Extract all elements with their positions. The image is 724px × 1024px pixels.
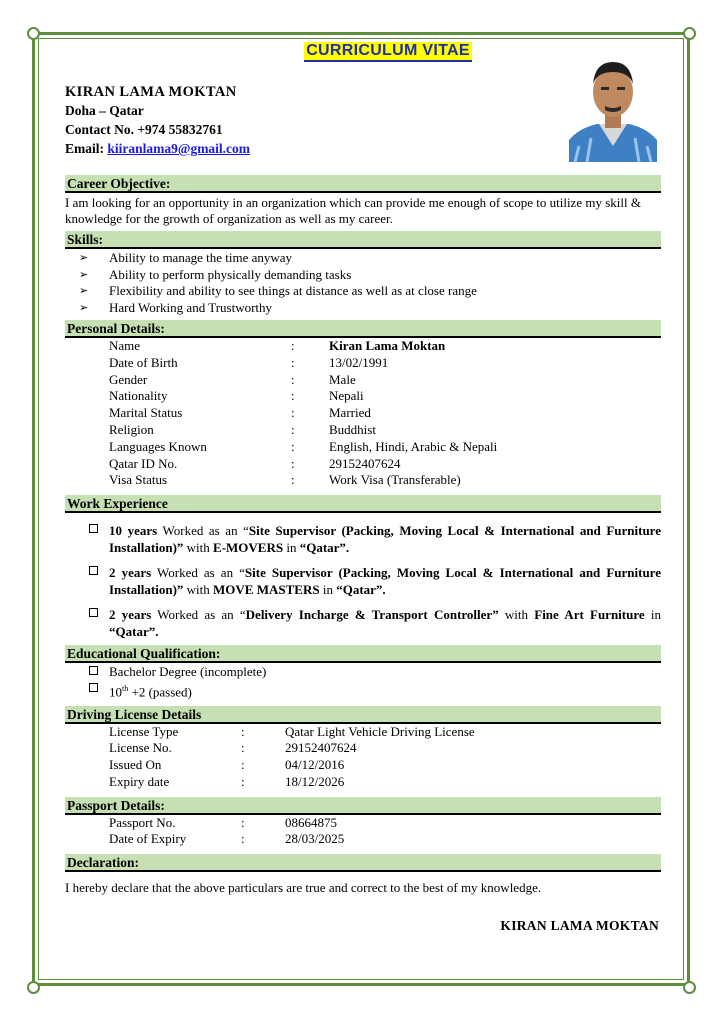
work-location: “Qatar”. [109, 624, 159, 640]
table-row [65, 422, 661, 439]
section-work-heading: Work Experience [65, 495, 661, 513]
skill-text: Ability to manage the time anyway [109, 250, 293, 265]
separator: : [241, 773, 245, 789]
work-text: with [183, 582, 214, 598]
work-text: Worked as an “ [157, 523, 249, 539]
separator: : [241, 723, 245, 739]
separator: : [241, 757, 245, 773]
skills-list [65, 250, 661, 316]
field-value: Buddhist [329, 421, 376, 437]
checkbox-bullet-icon [89, 608, 98, 617]
separator: : [241, 814, 245, 830]
education-superscript: th [122, 684, 129, 694]
table-row [65, 355, 661, 372]
email-label: Email: [65, 141, 104, 156]
section-declaration-heading: Declaration: [65, 854, 661, 872]
work-location: “Qatar”. [336, 582, 386, 598]
field-value: Male [329, 371, 356, 387]
separator: : [241, 740, 245, 756]
list-item [65, 564, 661, 598]
work-text: Worked as an “ [151, 607, 246, 623]
separator: : [241, 831, 245, 847]
education-text: 10 [109, 684, 122, 700]
separator: : [291, 405, 295, 421]
field-label: Date of Birth [109, 354, 178, 370]
separator: : [291, 388, 295, 404]
work-role: Site Supervisor (Packing, Moving Local & International and Furniture Installation)” [109, 523, 661, 556]
section-personal-heading: Personal Details: [65, 320, 661, 338]
list-item [65, 300, 661, 317]
list-item [65, 250, 661, 267]
arrow-bullet-icon: ➢ [79, 301, 89, 314]
applicant-name: KIRAN LAMA MOKTAN [65, 84, 237, 100]
list-item [65, 522, 661, 556]
work-text: in [319, 582, 337, 598]
work-location: “Qatar”. [299, 540, 350, 556]
work-text: with [498, 607, 535, 623]
arrow-bullet-icon: ➢ [79, 268, 89, 281]
section-career-heading: Career Objective: [65, 175, 661, 193]
applicant-contact: Contact No. +974 55832761 [65, 122, 223, 137]
career-objective-text: I am looking for an opportunity in an organization which can provide me enough of scope to utilize my skill & knowledge for the growth of organization as well as my career. [65, 195, 641, 226]
field-value: Qatar Light Vehicle Driving License [285, 723, 475, 739]
checkbox-bullet-icon [89, 683, 98, 692]
field-label: Marital Status [109, 405, 183, 421]
work-role: Delivery Incharge & Transport Controller” [245, 607, 499, 623]
cv-page [65, 42, 661, 934]
table-row [65, 774, 661, 791]
list-item [65, 680, 661, 700]
field-value: 28/03/2025 [285, 831, 345, 847]
checkbox-bullet-icon [89, 666, 98, 675]
table-row [65, 815, 661, 832]
table-row [65, 372, 661, 389]
education-text: +2 (passed) [128, 684, 192, 700]
section-driving-heading: Driving License Details [65, 706, 661, 724]
work-company: MOVE MASTERS [213, 582, 320, 598]
work-duration: 10 years [109, 523, 158, 539]
corner-ornament [683, 981, 696, 994]
field-label: Nationality [109, 388, 168, 404]
corner-ornament [683, 27, 696, 40]
table-row [65, 456, 661, 473]
separator: : [291, 338, 295, 353]
applicant-email-line [65, 141, 250, 157]
work-experience-list [65, 522, 661, 640]
field-label: Name [109, 338, 141, 353]
field-value: Kiran Lama Moktan [329, 338, 446, 353]
field-value: 29152407624 [329, 455, 401, 471]
list-item [65, 283, 661, 300]
passport-details-table [65, 815, 661, 849]
table-row [65, 724, 661, 741]
education-text: Bachelor Degree (incomplete) [109, 664, 267, 680]
field-label: Date of Expiry [109, 831, 187, 847]
personal-details-table [65, 338, 661, 489]
applicant-location: Doha – Qatar [65, 103, 144, 118]
field-label: Gender [109, 371, 148, 387]
separator: : [291, 472, 295, 488]
field-value: 29152407624 [285, 740, 357, 756]
page-title: CURRICULUM VITAE [304, 42, 472, 62]
field-value: Married [329, 405, 371, 421]
skill-text: Ability to perform physically demanding tasks [109, 266, 352, 282]
field-value: 08664875 [285, 814, 337, 830]
table-row [65, 439, 661, 456]
profile-photo [569, 54, 657, 162]
skill-text: Flexibility and ability to see things at distance as well as at close range [109, 283, 477, 298]
work-duration: 2 years [109, 565, 152, 581]
section-education-heading: Educational Qualification: [65, 645, 661, 663]
field-value: English, Hindi, Arabic & Nepali [329, 438, 498, 454]
table-row [65, 472, 661, 489]
arrow-bullet-icon: ➢ [79, 285, 89, 297]
table-row [65, 338, 661, 355]
separator: : [291, 455, 295, 471]
table-row [65, 388, 661, 405]
field-label: Visa Status [109, 472, 168, 488]
separator: : [291, 438, 295, 454]
work-company: Fine Art Furniture [534, 607, 645, 623]
field-label: Qatar ID No. [109, 455, 178, 471]
field-value: 18/12/2026 [285, 773, 345, 789]
work-role: Site Supervisor (Packing, Moving Local & International and Furniture Installation)” [109, 565, 661, 598]
field-label: Religion [109, 421, 154, 437]
field-label: License No. [109, 740, 172, 756]
work-duration: 2 years [109, 607, 152, 623]
separator: : [291, 354, 295, 370]
field-label: License Type [109, 723, 179, 739]
checkbox-bullet-icon [89, 524, 98, 533]
section-passport-heading: Passport Details: [65, 797, 661, 815]
checkbox-bullet-icon [89, 566, 98, 575]
work-text: in [644, 607, 661, 623]
table-row [65, 831, 661, 848]
corner-ornament [27, 981, 40, 994]
education-list [65, 663, 661, 700]
work-text: in [283, 540, 300, 556]
table-row [65, 757, 661, 774]
table-row [65, 740, 661, 757]
declaration-text: I hereby declare that the above particulars are true and correct to the best of my knowledge. [65, 880, 542, 896]
work-text: with [183, 540, 214, 556]
field-value: 04/12/2016 [285, 757, 345, 773]
field-value: Work Visa (Transferable) [329, 472, 461, 488]
field-value: Nepali [329, 388, 364, 404]
field-value: 13/02/1991 [329, 354, 389, 370]
separator: : [291, 371, 295, 387]
section-skills-heading: Skills: [65, 231, 661, 249]
signature-name: KIRAN LAMA MOKTAN [500, 918, 659, 934]
email-link[interactable]: kiiranlama9@gmail.com [107, 141, 251, 156]
field-label: Languages Known [109, 438, 207, 454]
work-text: Worked as an “ [151, 565, 245, 581]
list-item [65, 663, 661, 680]
cv-header [65, 42, 661, 162]
list-item [65, 606, 661, 640]
list-item [65, 267, 661, 284]
driving-license-table [65, 724, 661, 791]
corner-ornament [27, 27, 40, 40]
field-label: Expiry date [109, 773, 170, 789]
table-row [65, 405, 661, 422]
work-company: E-MOVERS [213, 540, 284, 556]
field-label: Issued On [109, 757, 162, 773]
skill-text: Hard Working and Trustworthy [109, 299, 273, 315]
field-label: Passport No. [109, 814, 176, 830]
arrow-bullet-icon: ➢ [79, 252, 89, 264]
separator: : [291, 421, 295, 437]
